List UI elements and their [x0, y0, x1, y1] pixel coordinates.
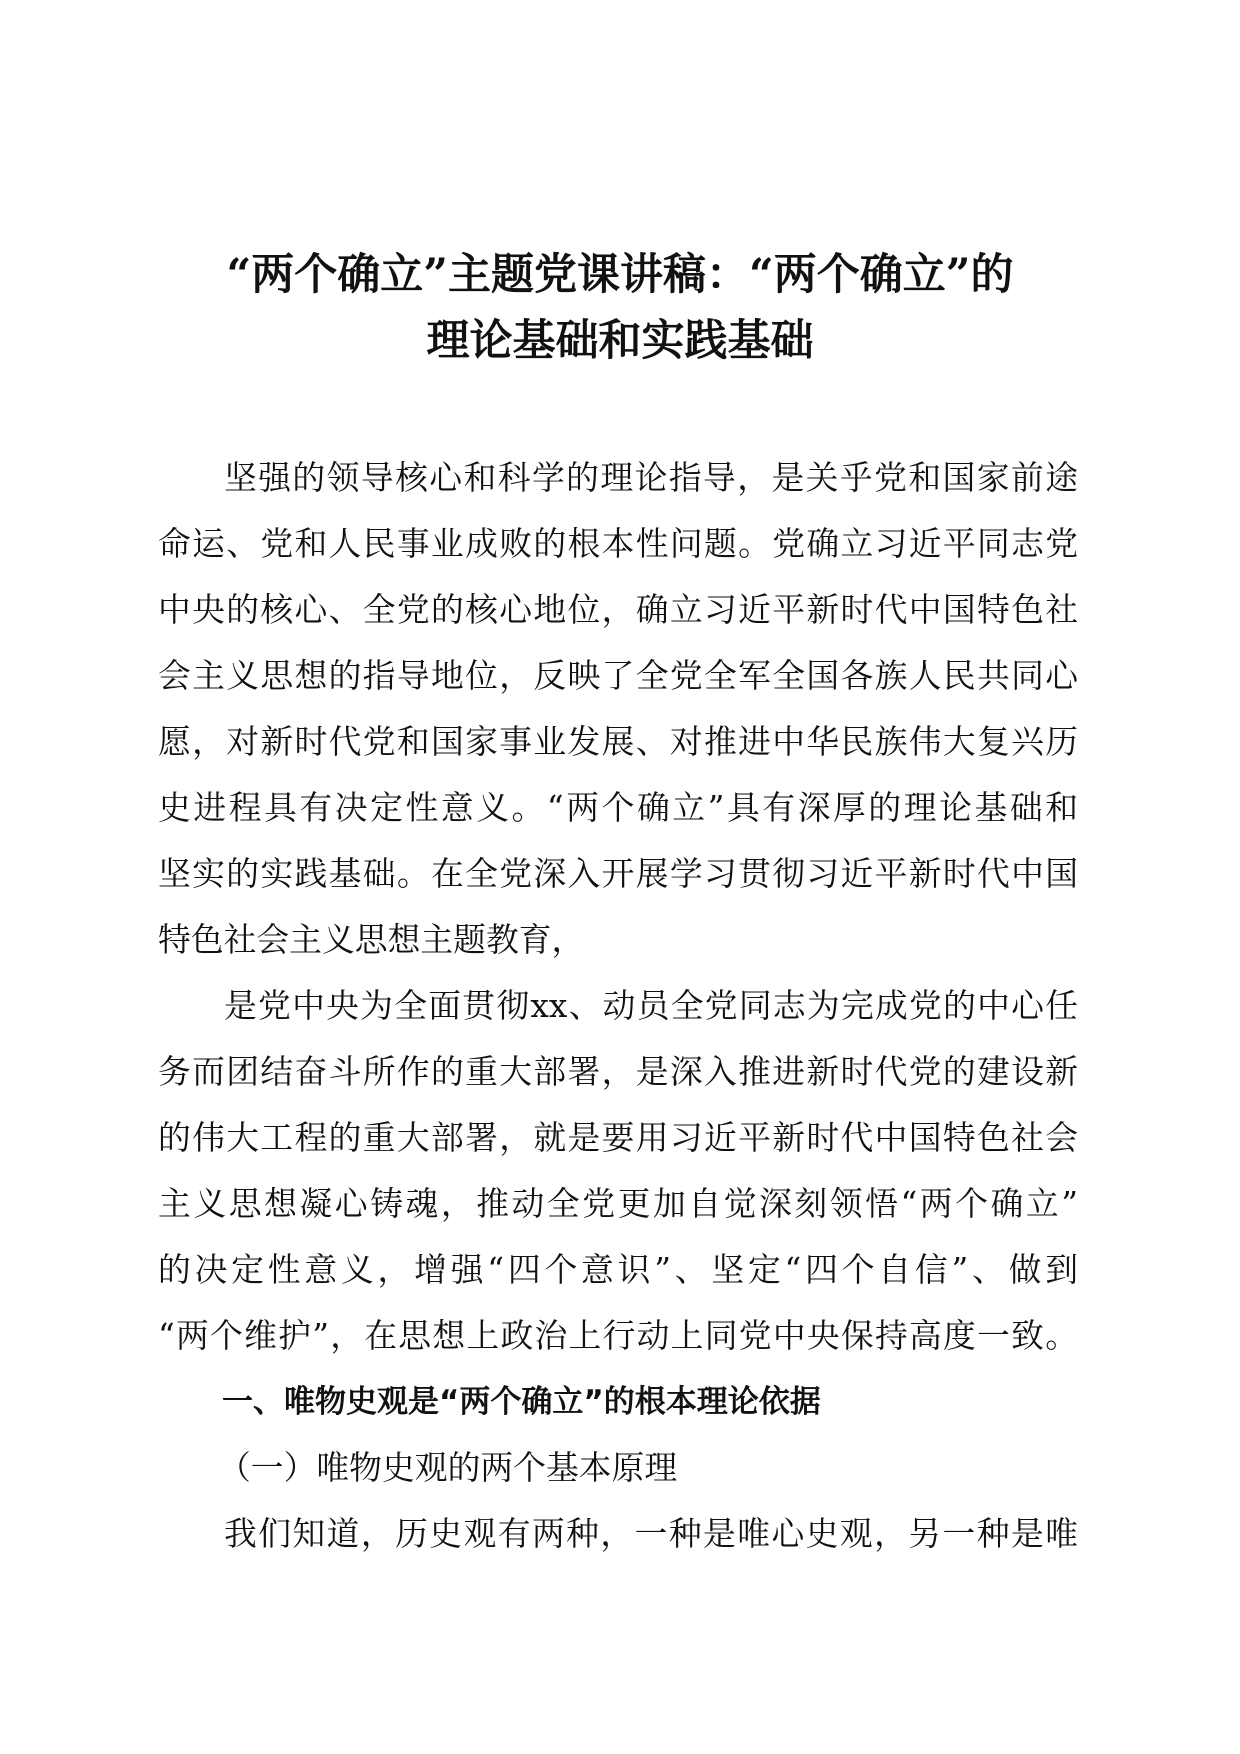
paragraph-line: 主义思想凝心铸魂，推动全党更加自觉深刻领悟“两个确立”	[158, 1185, 1078, 1223]
subsection-heading: （一）唯物史观的两个基本原理	[218, 1449, 678, 1487]
paragraph-line: 的决定性意义，增强“四个意识”、坚定“四个自信”、做到	[158, 1251, 1078, 1289]
paragraph-line: “两个维护”，在思想上政治上行动上同党中央保持高度一致。	[158, 1317, 1078, 1355]
paragraph-line: 是党中央为全面贯彻xx、动员全党同志为完成党的中心任	[224, 987, 1078, 1025]
paragraph-line: 务而团结奋斗所作的重大部署，是深入推进新时代党的建设新	[158, 1053, 1078, 1091]
paragraph-line: 中央的核心、全党的核心地位，确立习近平新时代中国特色社	[158, 591, 1078, 629]
paragraph-line: 特色社会主义思想主题教育，	[158, 921, 585, 959]
paragraph-line: 的伟大工程的重大部署，就是要用习近平新时代中国特色社会	[158, 1119, 1078, 1157]
paragraph-line: 坚实的实践基础。在全党深入开展学习贯彻习近平新时代中国	[158, 855, 1078, 893]
title-line: “两个确立”主题党课讲稿：“两个确立”的	[226, 250, 1014, 300]
paragraph-line: 坚强的领导核心和科学的理论指导，是关乎党和国家前途	[224, 459, 1078, 497]
document-body	[158, 445, 1078, 1567]
document-title	[140, 242, 1100, 374]
title-line: 理论基础和实践基础	[426, 316, 814, 366]
paragraph-line: 会主义思想的指导地位，反映了全党全军全国各族人民共同心	[158, 657, 1078, 695]
paragraph-line: 愿，对新时代党和国家事业发展、对推进中华民族伟大复兴历	[158, 723, 1078, 761]
paragraph-line: 命运、党和人民事业成败的根本性问题。党确立习近平同志党	[158, 525, 1078, 563]
section-heading: 一、唯物史观是“两个确立”的根本理论依据	[222, 1384, 821, 1420]
paragraph-line: 史进程具有决定性意义。“两个确立”具有深厚的理论基础和	[158, 789, 1078, 827]
paragraph-line: 我们知道，历史观有两种，一种是唯心史观，另一种是唯	[224, 1515, 1078, 1553]
